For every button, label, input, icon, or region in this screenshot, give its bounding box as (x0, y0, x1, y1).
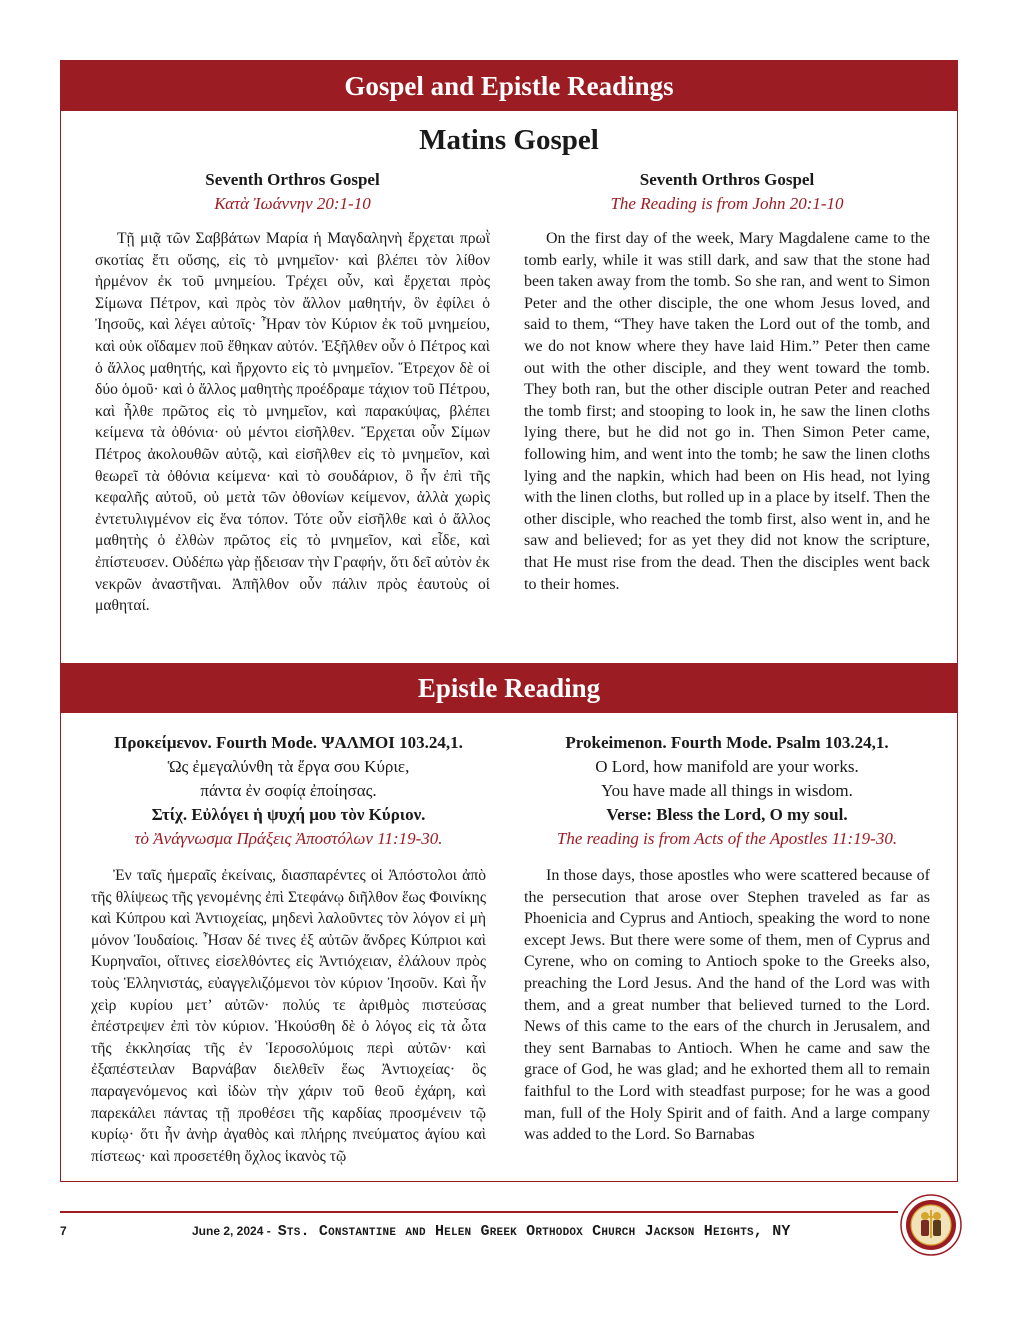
epistle-english-line2: You have made all things in wisdom. (601, 781, 853, 800)
gospel-english-heading: Seventh Orthros Gospel (639, 170, 815, 189)
footer-church-name: Sts. Constantine and Helen Greek Orthodox Church Jackson Heights, NY (277, 1223, 791, 1240)
epistle-english-verse: Verse: Bless the Lord, O my soul. (606, 805, 848, 824)
gospel-greek-heading: Seventh Orthros Gospel (205, 170, 380, 189)
gospel-greek-reference: Κατὰ Ἰωάννην 20:1-10 (214, 194, 371, 213)
epistle-greek-line2: πάντα ἐν σοφίᾳ ἐποίησας. (200, 781, 377, 800)
epistle-greek-reference: τὸ Ἀνάγνωσμα Πράξεις Ἀποστόλων 11:19-30. (134, 829, 443, 848)
readings-frame (60, 60, 958, 1182)
gospel-greek-column (95, 168, 490, 617)
page-footer (60, 1219, 900, 1243)
footer-divider (60, 1211, 898, 1213)
gospel-english-text: On the first day of the week, Mary Magdalene came to the tomb early, while it was still dark, and saw that the stone had been taken away from the tomb. So she ran, and went to Simon Peter and the other disciple, the one whom Jesus loved, and said to them, “They have taken the Lord out of the tomb, and we do not know where they have laid Him.” Peter then came out with the other disciple, and they went toward the tomb. They both ran, but the other disciple outran Peter and reached the tomb first; and stooping to look in, he saw the linen cloths lying there, but he did not go in. Then Simon Peter came, following him, and went into the tomb; he saw the linen cloths lying and the napkin, which had been on His head, not lying with the linen cloths, but rolled up in a place by itself. Then the other disciple, who reached the tomb first, also went in, and he saw and believed; for as yet they did not know the scripture, that He must rise from the dead. Then the disciples went back to their homes. (524, 230, 930, 593)
church-seal-icon (900, 1194, 962, 1256)
epistle-greek-column (91, 731, 486, 1167)
footer-text (192, 1219, 791, 1244)
footer-date: June 2, 2024 - (192, 1224, 271, 1238)
epistle-greek-line1: Ὡς ἐμεγαλύνθη τὰ ἔργα σου Κύριε, (167, 757, 410, 776)
matins-gospel-title: Matins Gospel (419, 124, 599, 156)
epistle-english-text: In those days, those apostles who were scattered because of the persecution that arose over Stephen traveled as far as Phoenicia and Cyprus and Antioch, speaking the word to none except Jews. But there were some of them, men of Cyprus and Cyrene, who on coming to Antioch spoke to the Greeks also, preaching the Lord Jesus. And the hand of the Lord was with them, and a great number that believed turned to the Lord. News of this came to the ears of the church in Jerusalem, and they sent Barnabas to Antioch. When he came and saw the grace of God, he was glad; and he exhorted them all to remain faithful to the Lord with steadfast purpose; for he was a good man, full of the Holy Spirit and of faith. And a large company was added to the Lord. So Barnabas (524, 867, 930, 1144)
epistle-greek-text: Ἐν ταῖς ἡμεραῖς ἐκείναις, διασπαρέντες οἱ Ἀπόστολοι ἀπὸ τῆς θλίψεως τῆς γενομένης ἐπὶ Στεφάνῳ διῆλθον ἕως Φοινίκης καὶ Κύπρου καὶ Ἀντιοχείας, μηδενὶ λαλοῦντες τὸν λόγον εἰ μὴ μόνον Ἰουδαίοις. Ἦσαν δέ τινες ἐξ αὐτῶν ἄνδρες Κύπριοι καὶ Κυρηναῖοι, οἵτινες εἰσελθόντες εἰς Ἀντιόχειαν, ἐλάλουν πρὸς τοὺς Ἑλληνιστάς, εὐαγγελιζόμενοι τὸν κύριον Ἰησοῦν. Καὶ ἦν χεὶρ κυρίου μετ’ αὐτῶν· πολύς τε ἀριθμὸς πιστεύσας ἐπέστρεψεν ἐπὶ τὸν κύριον. Ἠκούσθη δὲ ὁ λόγος εἰς τὰ ὦτα τῆς ἐκκλησίας τῆς ἐν Ἱεροσολύμοις περὶ αὐτῶν· καὶ ἐξαπέστειλαν Βαρνάβαν διελθεῖν ἕως Ἀντιοχείας· ὃς παραγενόμενος καὶ ἰδὼν τὴν χάριν τοῦ θεοῦ ἐχάρη, καὶ παρεκάλει πάντας τῇ προθέσει τῆς καρδίας προσμένειν τῷ κυρίῳ· ὅτι ἦν ἀνὴρ ἀγαθὸς καὶ πλήρης πνεύματος ἁγίου καὶ πίστεως· καὶ προσετέθη ὄχλος ἱκανὸς τῷ (91, 867, 486, 1165)
epistle-english-reference: The reading is from Acts of the Apostles 11:19-30. (556, 829, 898, 848)
gospel-english-reference: The Reading is from John 20:1-10 (610, 194, 844, 213)
epistle-english-line1: O Lord, how manifold are your works. (595, 757, 859, 776)
gospel-english-column (524, 168, 930, 595)
page-number: 7 (60, 1224, 67, 1238)
epistle-english-column (524, 731, 930, 1146)
epistle-greek-verse: Στίχ. Εὐλόγει ἡ ψυχή μου τὸν Κύριον. (151, 805, 426, 824)
gospel-banner: Gospel and Epistle Readings (61, 61, 957, 111)
epistle-greek-prokeimenon: Προκείμενον. Fourth Mode. ΨΑΛΜΟΙ 103.24,1. (114, 733, 463, 752)
gospel-greek-text: Τῇ μιᾷ τῶν Σαββάτων Μαρία ἡ Μαγδαληνὴ ἔρχεται πρωῒ σκοτίας ἔτι οὔσης, εἰς τὸ μνημεῖον· καὶ βλέπει τὸν λίθον ἠρμένον ἐκ τοῦ μνημείου. Τρέχει οὖν, καὶ ἔρχεται πρὸς Σίμωνα Πέτρον, καὶ πρὸς τὸν ἄλλον μαθητήν, ὃν ἐφίλει ὁ Ἰησοῦς, καὶ λέγει αὐτοῖς· Ἦραν τὸν Κύριον ἐκ τοῦ μνημείου, καὶ οὐκ οἴδαμεν ποῦ ἔθηκαν αὐτόν. Ἐξῆλθεν οὖν ὁ Πέτρος καὶ ὁ ἄλλος μαθητής, καὶ ἤρχοντο εἰς τὸ μνημεῖον. Ἔτρεχον δὲ οἱ δύο ὁμοῦ· καὶ ὁ ἄλλος μαθητὴς προέδραμε τάχιον τοῦ Πέτρου, καὶ ἦλθε πρῶτος εἰς τὸ μνημεῖον, καὶ παρακύψας, βλέπει κείμενα τὰ ὀθόνια· οὐ μέντοι εἰσῆλθεν. Ἔρχεται οὖν Σίμων Πέτρος ἀκολουθῶν αὐτῷ, καὶ εἰσῆλθεν εἰς τὸ μνημεῖον, καὶ θεωρεῖ τὰ ὀθόνια κείμενα· καὶ τὸ σουδάριον, ὃ ἦν ἐπὶ τῆς κεφαλῆς αὐτοῦ, οὐ μετὰ τῶν ὀθονίων κείμενον, ἀλλὰ χωρὶς ἐντετυλιγμένον εἰς ἕνα τόπον. Τότε οὖν εἰσῆλθε καὶ ὁ ἄλλος μαθητὴς ὁ ἐλθὼν πρῶτος εἰς τὸ μνημεῖον, καὶ εἶδε, καὶ ἐπίστευσεν. Οὐδέπω γὰρ ᾔδεισαν τὴν Γραφήν, ὅτι δεῖ αὐτὸν ἐκ νεκρῶν ἀναστῆναι. Ἀπῆλθον οὖν πάλιν πρὸς ἑαυτοὺς οἱ μαθηταί. (95, 230, 490, 615)
epistle-english-prokeimenon: Prokeimenon. Fourth Mode. Psalm 103.24,1. (565, 733, 889, 752)
epistle-banner: Epistle Reading (61, 663, 957, 713)
